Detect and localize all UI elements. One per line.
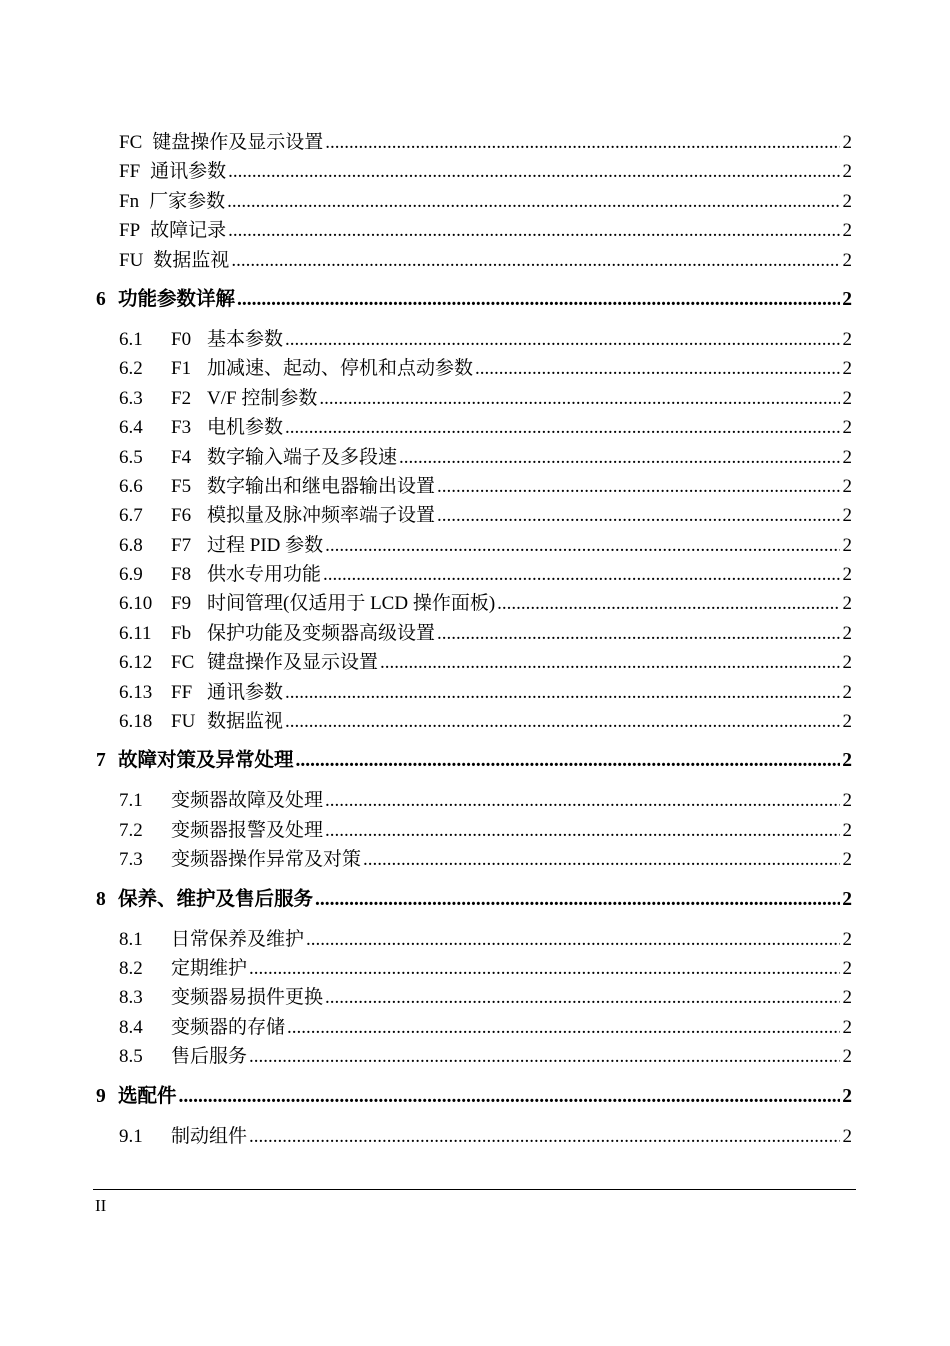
toc-entry-number: 6.10	[119, 593, 153, 615]
toc-leader-dots	[323, 560, 840, 589]
toc-entry-code: F2	[171, 387, 192, 409]
toc-entry-title: 保护功能及变频器高级设置	[207, 622, 436, 644]
toc-leader-dots	[249, 1122, 840, 1151]
toc-entry-page: 2	[842, 132, 852, 153]
toc-entry-title: 模拟量及脉冲频率端子设置	[207, 505, 436, 527]
toc-entry-code: F6	[171, 505, 192, 527]
toc-entry-title: 数字输入端子及多段速	[207, 446, 398, 468]
toc-entry[interactable]	[119, 589, 852, 618]
toc-entry-title: 数据监视	[153, 249, 230, 271]
toc-leader-dots	[296, 736, 840, 786]
toc-entry-code: F8	[171, 564, 192, 586]
toc-entry[interactable]	[119, 816, 852, 845]
toc-entry-title: 通讯参数	[207, 681, 284, 703]
toc-entry-code: F7	[171, 534, 192, 556]
toc-leader-dots	[315, 875, 840, 925]
toc-leader-dots	[287, 1013, 840, 1042]
toc-entry[interactable]	[119, 560, 852, 589]
toc-entry-title: 键盘操作及显示设置	[207, 652, 379, 674]
toc-leader-dots	[231, 246, 840, 275]
toc-entry[interactable]	[119, 384, 852, 413]
toc-entry[interactable]	[119, 187, 852, 216]
toc-entry-number: 7.1	[119, 790, 143, 812]
toc-entry-code: Fb	[171, 622, 192, 644]
toc-entry-page: 2	[842, 190, 852, 212]
toc-chapter-number: 7	[96, 750, 106, 772]
toc-entry-page: 2	[842, 220, 852, 242]
toc-leader-dots	[285, 678, 840, 707]
toc-entry-number: 8.2	[119, 957, 143, 979]
toc-entry-title: 变频器故障及处理	[171, 790, 324, 812]
toc-entry-code: F1	[171, 358, 192, 380]
toc-chapter-page: 2	[842, 750, 852, 772]
toc-entry-page: 2	[842, 1016, 852, 1038]
toc-entry[interactable]	[119, 678, 852, 707]
toc-entry-number: 6.18	[119, 711, 153, 733]
toc-entry-number: 6.8	[119, 534, 143, 556]
toc-entry[interactable]	[119, 648, 852, 677]
toc-leader-dots	[285, 707, 840, 736]
toc-leader-dots	[237, 275, 840, 325]
toc-leader-dots	[325, 816, 840, 845]
toc-entry-title: 电机参数	[207, 417, 284, 439]
toc-entry[interactable]	[119, 216, 852, 245]
toc-entry-title: 变频器报警及处理	[171, 819, 324, 841]
toc-entry-page: 2	[842, 711, 852, 733]
toc-entry[interactable]	[119, 128, 852, 157]
toc-entry-title: 制动组件	[171, 1125, 248, 1147]
toc-entry-title: 故障记录	[150, 220, 227, 242]
toc-entry-page: 2	[842, 249, 852, 271]
toc-entry[interactable]	[119, 954, 852, 983]
toc-entry-page: 2	[842, 957, 852, 979]
toc-entry-page: 2	[842, 593, 852, 615]
toc-leader-dots	[437, 472, 840, 501]
toc-entry[interactable]	[119, 925, 852, 954]
table-of-contents	[96, 128, 852, 1151]
toc-entry[interactable]	[119, 845, 852, 874]
toc-entry-title: 通讯参数	[150, 161, 227, 183]
toc-entry-number: 6.13	[119, 681, 153, 703]
toc-entry-page: 2	[842, 446, 852, 468]
toc-entry-number: 6.9	[119, 564, 143, 586]
toc-entry[interactable]	[119, 1042, 852, 1071]
toc-leader-dots	[380, 648, 840, 677]
toc-entry[interactable]	[119, 325, 852, 354]
toc-entry-number: 8.3	[119, 987, 143, 1009]
toc-leader-dots	[306, 925, 840, 954]
toc-entry-page: 2	[842, 328, 852, 350]
toc-entry-page: 2	[842, 475, 852, 497]
toc-entry[interactable]	[119, 619, 852, 648]
toc-entry-title: V/F 控制参数	[207, 387, 318, 409]
toc-entry[interactable]	[119, 707, 852, 736]
toc-entry-title: 变频器的存储	[171, 1016, 286, 1038]
toc-chapter-number: 9	[96, 1085, 106, 1107]
toc-entry[interactable]	[119, 157, 852, 186]
toc-entry-page: 2	[842, 819, 852, 841]
toc-entry-code: F3	[171, 417, 192, 439]
toc-entry-page: 2	[842, 681, 852, 703]
page-number: II	[95, 1196, 107, 1215]
toc-entry-code: F4	[171, 446, 192, 468]
toc-entry[interactable]	[119, 786, 852, 815]
toc-leader-dots	[325, 786, 840, 815]
toc-entry-title: 售后服务	[171, 1046, 248, 1068]
toc-entry-page: 2	[842, 987, 852, 1009]
toc-entry-page: 2	[842, 358, 852, 380]
toc-leader-dots	[319, 384, 840, 413]
toc-entry-code: FU	[119, 249, 144, 271]
toc-entry[interactable]	[119, 246, 852, 275]
footer-divider	[93, 1189, 856, 1190]
toc-entry-number: 8.5	[119, 1046, 143, 1068]
toc-entry[interactable]	[119, 443, 852, 472]
toc-chapter-page: 2	[842, 288, 852, 310]
toc-entry-page: 2	[842, 505, 852, 527]
toc-entry-page: 2	[842, 387, 852, 409]
toc-entry-code: FF	[171, 681, 193, 703]
toc-entry-number: 6.5	[119, 446, 143, 468]
toc-entry-title: 日常保养及维护	[171, 928, 305, 950]
toc-entry-page: 2	[842, 161, 852, 183]
toc-leader-dots	[399, 443, 840, 472]
toc-entry-title: 变频器易损件更换	[171, 987, 324, 1009]
toc-leader-dots	[325, 128, 840, 157]
toc-chapter-page: 2	[842, 888, 852, 910]
toc-entry[interactable]	[119, 472, 852, 501]
toc-entry-number: 8.4	[119, 1016, 143, 1038]
toc-entry-title: 供水专用功能	[207, 564, 322, 586]
toc-leader-dots	[437, 619, 840, 648]
toc-entry-title: 基本参数	[207, 328, 284, 350]
toc-chapter-title: 功能参数详解	[118, 288, 236, 310]
toc-entry[interactable]	[119, 983, 852, 1012]
toc-entry-code: FP	[119, 220, 141, 242]
toc-entry-title: 过程 PID 参数	[207, 534, 324, 556]
toc-entry-number: 8.1	[119, 928, 143, 950]
toc-entry-title: 时间管理(仅适用于 LCD 操作面板)	[207, 593, 496, 615]
toc-entry-number: 6.6	[119, 475, 143, 497]
toc-entry-code: FC	[119, 132, 143, 153]
toc-entry-page: 2	[842, 1046, 852, 1068]
toc-entry-page: 2	[842, 564, 852, 586]
toc-entry-page: 2	[842, 417, 852, 439]
toc-leader-dots	[363, 845, 840, 874]
toc-entry-page: 2	[842, 534, 852, 556]
toc-entry-title: 数据监视	[207, 711, 284, 733]
toc-chapter-number: 6	[96, 288, 106, 310]
toc-entry-code: F0	[171, 328, 192, 350]
toc-entry-number: 6.12	[119, 652, 153, 674]
toc-chapter-title: 故障对策及异常处理	[118, 750, 294, 772]
toc-entry-page: 2	[842, 790, 852, 812]
toc-entry-number: 7.2	[119, 819, 143, 841]
toc-entry-number: 7.3	[119, 849, 143, 871]
toc-entry-number: 6.4	[119, 417, 143, 439]
toc-entry[interactable]	[119, 413, 852, 442]
toc-entry-code: FU	[171, 711, 196, 733]
toc-leader-dots	[437, 501, 840, 530]
toc-chapter[interactable]	[96, 275, 852, 325]
toc-leader-dots	[325, 531, 840, 560]
toc-entry[interactable]	[119, 354, 852, 383]
toc-entry[interactable]	[119, 531, 852, 560]
toc-chapter-title: 选配件	[118, 1085, 177, 1107]
toc-chapter-title: 保养、维护及售后服务	[118, 888, 314, 910]
toc-leader-dots	[228, 157, 840, 186]
toc-leader-dots	[179, 1072, 840, 1122]
toc-chapter[interactable]	[96, 875, 852, 925]
toc-entry[interactable]	[119, 501, 852, 530]
toc-entry[interactable]	[119, 1013, 852, 1042]
toc-entry-title: 加减速、起动、停机和点动参数	[207, 358, 474, 380]
toc-entry-code: F9	[171, 593, 192, 615]
toc-leader-dots	[325, 983, 840, 1012]
toc-leader-dots	[227, 187, 840, 216]
toc-entry-code: FC	[171, 652, 195, 674]
toc-chapter[interactable]	[96, 736, 852, 786]
toc-leader-dots	[285, 325, 840, 354]
toc-chapter[interactable]	[96, 1072, 852, 1122]
toc-entry-title: 变频器操作异常及对策	[171, 849, 362, 871]
toc-entry-number: 6.2	[119, 358, 143, 380]
toc-entry-title: 键盘操作及显示设置	[152, 132, 324, 153]
toc-leader-dots	[285, 413, 840, 442]
toc-leader-dots	[497, 589, 840, 618]
toc-entry[interactable]	[119, 1122, 852, 1151]
toc-entry-page: 2	[842, 1125, 852, 1147]
toc-entry-number: 6.1	[119, 328, 143, 350]
toc-entry-code: F5	[171, 475, 192, 497]
toc-entry-code: Fn	[119, 190, 140, 212]
toc-entry-page: 2	[842, 622, 852, 644]
toc-entry-title: 数字输出和继电器输出设置	[207, 475, 436, 497]
toc-chapter-number: 8	[96, 888, 106, 910]
toc-entry-page: 2	[842, 849, 852, 871]
toc-entry-title: 定期维护	[171, 957, 248, 979]
toc-leader-dots	[475, 354, 840, 383]
toc-entry-number: 6.3	[119, 387, 143, 409]
toc-entry-code: FF	[119, 161, 141, 183]
toc-leader-dots	[228, 216, 840, 245]
toc-entry-page: 2	[842, 928, 852, 950]
toc-entry-number: 6.7	[119, 505, 143, 527]
toc-entry-number: 6.11	[119, 622, 152, 644]
toc-chapter-page: 2	[842, 1085, 852, 1107]
toc-entry-number: 9.1	[119, 1125, 143, 1147]
toc-entry-page: 2	[842, 652, 852, 674]
toc-leader-dots	[249, 954, 840, 983]
toc-entry-title: 厂家参数	[149, 190, 226, 212]
toc-leader-dots	[249, 1042, 840, 1071]
